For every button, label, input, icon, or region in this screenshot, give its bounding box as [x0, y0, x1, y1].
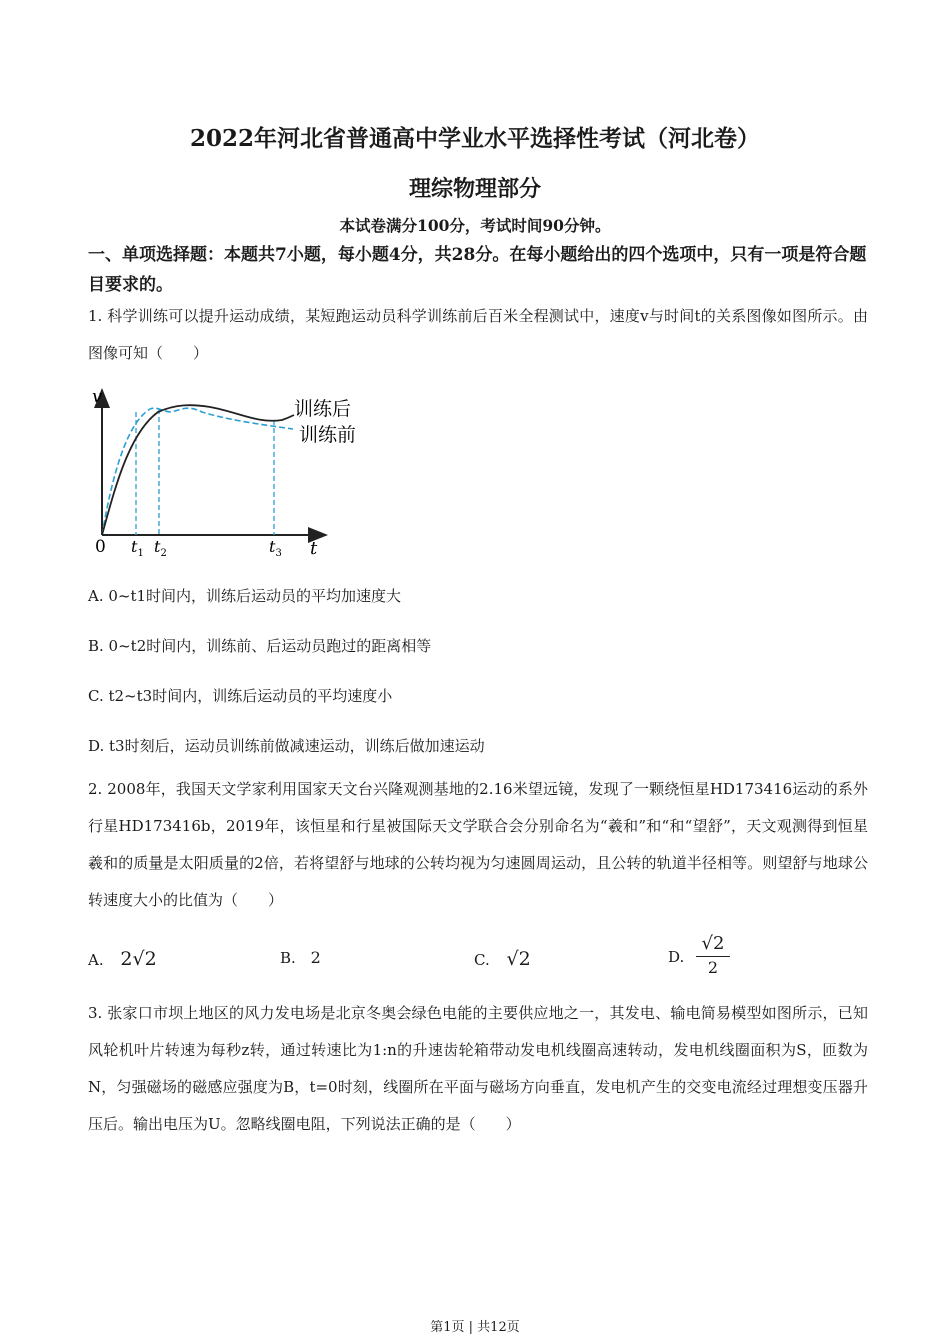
tick-t3: $t_3$	[269, 537, 282, 559]
question-1-stem: 1. 科学训练可以提升运动成绩，某短跑运动员科学训练前后百米全程测试中，速度v与时间t的关系图像如图所示。由图像可知（ ）	[88, 307, 868, 362]
tick-t1: $t_1$	[131, 537, 144, 559]
q2-option-a-value: 2√2	[120, 948, 157, 970]
q1-option-d: D. t3时刻后，运动员训练前做减速运动，训练后做加速运动	[88, 737, 485, 755]
q2-option-b-label: B.	[280, 949, 296, 967]
q2-option-b	[280, 948, 321, 967]
page-footer: 第1页 | 共12页	[430, 1320, 520, 1335]
exam-title: 2022年河北省普通高中学业水平选择性考试（河北卷）	[189, 125, 760, 152]
legend-after: 训练后	[294, 398, 352, 420]
q1-option-c: C. t2~t3时间内，训练后运动员的平均速度小	[88, 687, 393, 705]
tick-t2: $t_2$	[154, 537, 167, 559]
x-axis-label: t	[310, 538, 318, 559]
legend-before: 训练前	[299, 424, 357, 446]
question-2-stem: 2. 2008年，我国天文学家利用国家天文台兴隆观测基地的2.16米望远镜，发现了一颗绕恒星HD173416运动的系外行星HD173416b，2019年，该恒星和行星被国际天文学联合会分别命名为“羲和”和“和“望舒”，天文观测得到恒星羲和的质量是太阳质量的2倍，若将望舒与地球的公转均视为匀速圆周运动，且公转的轨道半径相等。则望舒与地球公转速度大小的比值为（ ）	[88, 780, 868, 909]
y-axis-label: v	[92, 386, 103, 407]
exam-subtitle: 理综物理部分	[408, 176, 541, 202]
q2-option-d-numerator: √2	[696, 932, 730, 957]
curve-before-training	[102, 408, 293, 535]
q2-option-b-value: 2	[310, 948, 321, 967]
q2-option-c	[474, 948, 531, 970]
q2-option-d-fraction	[696, 932, 730, 979]
question-3-stem: 3. 张家口市坝上地区的风力发电场是北京冬奥会绿色电能的主要供应地之一，其发电、输电简易模型如图所示，已知风轮机叶片转速为每秒z转，通过转速比为1:n的升速齿轮箱带动发电机线圈高速转动，发电机线圈面积为S，匝数为N，匀强磁场的磁感应强度为B，t=0时刻，线圈所在平面与磁场方向垂直，发电机产生的交变电流经过理想变压器升压后。输出电压为U。忽略线圈电阻，下列说法正确的是（ ）	[88, 1004, 868, 1133]
q2-option-a-label: A.	[88, 951, 104, 969]
q2-option-a	[88, 948, 157, 970]
q1-option-a: A. 0~t1时间内，训练后运动员的平均加速度大	[88, 587, 402, 605]
q2-option-c-value: √2	[506, 948, 531, 970]
velocity-time-graph	[88, 382, 378, 562]
q2-option-c-label: C.	[474, 951, 490, 969]
q2-option-d-denominator: 2	[707, 958, 719, 977]
q2-option-d-label: D.	[668, 948, 685, 966]
exam-note: 本试卷满分100分，考试时间90分钟。	[339, 216, 611, 235]
origin-label: 0	[95, 537, 106, 557]
q1-option-b: B. 0~t2时间内，训练前、后运动员跑过的距离相等	[88, 637, 432, 655]
section-heading: 一、单项选择题：本题共7小题，每小题4分，共28分。在每小题给出的四个选项中，只有一项是符合题目要求的。	[88, 245, 867, 295]
